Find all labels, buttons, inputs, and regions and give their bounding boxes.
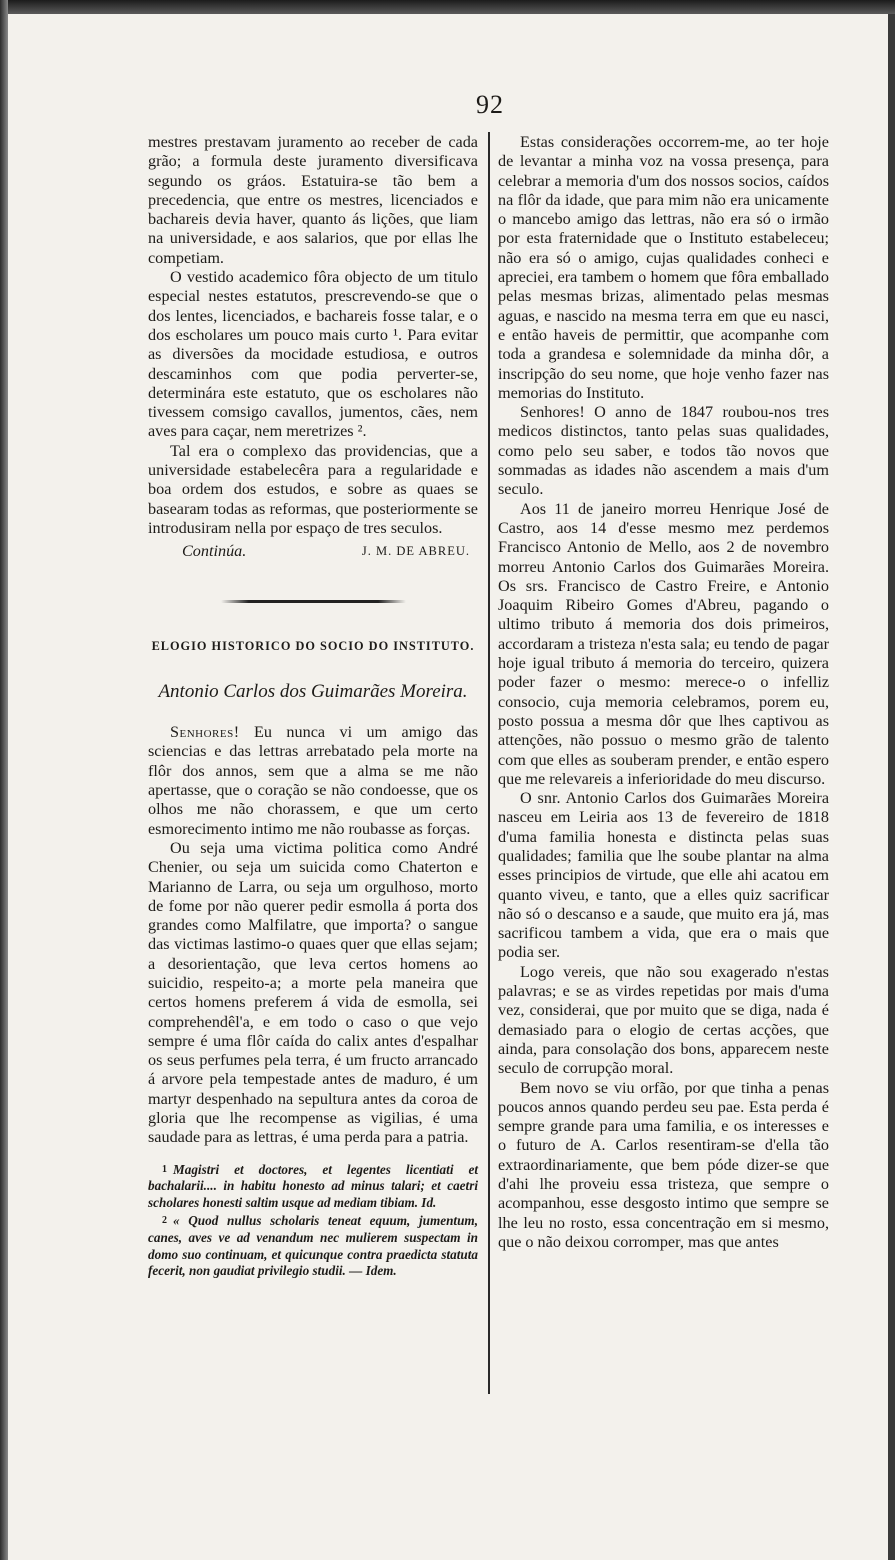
book-gutter-shadow: [0, 0, 8, 1560]
right-column: [498, 133, 829, 1252]
left-paragraph-4-text: Eu nunca vi um amigo das sciencias e das lettras arrebatado pela morte na flôr dos annos, sem que a alma se me não apertasse, que o coração se não condoesse, que os olhos me não chorassem, e que um certo esmorecimento intimo me não roubasse as forças.: [148, 723, 478, 838]
left-column: [148, 133, 478, 1282]
right-paragraph-6: Bem novo se viu orfão, por que tinha a penas poucos annos quando perdeu seu pae. Esta perda é sempre grande para uma familia, e os interesses e o futuro de A. Carlos resentiram-se d'ella tão extraordinariamente, que bem póde dizer-se que d'ahi lhe proveiu essa tristeza, que sempre o acompanhou, esse desgosto intimo que sempre se lhe leu no rosto, essa concentração em si mesmo, que o não deixou corromper, mas que antes: [498, 1078, 829, 1251]
scan-top-edge: [0, 0, 895, 14]
left-paragraph-4: [148, 723, 478, 839]
left-paragraph-5: Ou seja uma victima politica como André Chenier, ou seja um suicida como Chaterton e Marianno de Larra, ou seja um orgulhoso, morto de fome por não querer pedir esmolla á porta dos grandes como Malfilatre, que importa? o sangue das victimas lastimo-o quaes quer que ellas sejam; a desorientação, que leva certos homens ao suicidio, respeito-a; a morte pela maneira que certos homens preferem á vida de esmolla, sei comprehendêl'a, e em todo o caso o que vejo sempre é uma flôr caída do calix antes d'espalhar os seus perfumes pela terra, é um fructo arrancado á arvore pela tempestade antes de maduro, é um martyr despenhado na sepultura antes da coroa de gloria que lhe recompense as vigilias, é uma saudade para as lettras, é uma perda para a patria.: [148, 838, 478, 1147]
right-paragraph-3: Aos 11 de janeiro morreu Henrique José de Castro, aos 14 d'esse mesmo mez perdemos Francisco Antonio de Mello, aos 2 de novembro morreu Antonio Carlos dos Guimarães Moreira. Os srs. Francisco de Castro Freire, e Antonio Joaquim Ribeiro Gomes d'Abreu, pagando o ultimo tributo á memoria dos dois primeiros, accordaram a tristeza n'esta sala; eu tendo de pagar hoje igual tributo á memoria do terceiro, quizera poder fazer o mesmo: merece-o o infelliz consocio, cuja memoria celebramos, porem eu, posto possua a mesma dôr que lhes captivou as attenções, não possuo o mesmo grão de talento com que elles as souberam prender, e então espero que me relevareis a inferioridade do meu discurso.: [498, 499, 829, 788]
footnote-2: [148, 1213, 478, 1279]
section-heading: ELOGIO HISTORICO DO SOCIO DO INSTITUTO.: [151, 638, 475, 653]
continua-label: Continúa.: [182, 542, 247, 561]
section-rule: [221, 600, 406, 603]
right-paragraph-1: Estas considerações occorrem-me, ao ter hoje de levantar a minha voz na vossa presença, para celebrar a memoria d'um dos nossos socios, caídos na flôr da idade, que para mim não era unicamente o mancebo amigo das lettras, não era só o irmão por esta fraternidade que o Instituto estabeleceu; não era só o amigo, cujas qualidades conheci e apreciei, era tambem o homem que fôra emballado pelas mesmas brizas, alimentado pelas mesmas aguas, e nascido na mesma terra em que eu nasci, e então haveis de permittir, que acompanhe com toda a grandesa e solemnidade da minha dôr, a inscripção do seu nome, que hoje venho fazer nas memorias do Instituto.: [498, 133, 829, 402]
right-paragraph-4: O snr. Antonio Carlos dos Guimarães Moreira nasceu em Leiria aos 13 de fevereiro de 1818 d'uma familia honesta e distincta pelas suas qualidades; familia que lhe soube plantar na alma esses principios de virtude, que elle ahi acatou em quanto viveu, e tanto, que a elles quiz sacrificar não só o descanso e a saude, que muito era já, mas sacrificou tambem a vida, que era o mais que podia ser.: [498, 789, 829, 962]
footnote-2-mark: 2: [162, 1215, 167, 1227]
left-paragraph-2: O vestido academico fôra objecto de um titulo especial nestes estatutos, prescrevendo-se que o dos lentes, licenciados, e bachareis fosse talar, e o dos escholares um pouco mais curto ¹. Para evitar as diversões da mocidade estudiosa, e outros descaminhos com que podia perverter-se, determinára este estatuto, que os escholares não tivessem comsigo cavallos, jumentos, cães, nem aves para caçar, nem meretrizes ².: [148, 268, 478, 441]
salutation: Senhores!: [170, 723, 240, 742]
page-number: 92: [476, 90, 504, 119]
footnote-1-mark: 1: [162, 1163, 167, 1175]
left-paragraph-1: mestres prestavam juramento ao receber de cada grão; a formula deste juramento diversificava segundo os gráos. Estatuira-se tão bem a precedencia, que entre os mestres, licenciados e bachareis devia haver, quanto ás lições, que liam na universidade, e aos salarios, que por ellas lhe competiam.: [148, 133, 478, 267]
footnote-2-text: « Quod nullus scholaris teneat equum, jumentum, canes, aves ve ad venandum nec mulierem suspectam in domo suo continuam, et quicunque contra praedicta statuta fecerit, non gaudiat privilegio studii. — Idem.: [148, 1213, 478, 1279]
signature-line: [148, 542, 478, 561]
left-paragraph-3: Tal era o complexo das providencias, que a universidade estabelecêra para a regularidade e boa ordem dos estudos, e sobre as quaes se basearam todas as reformas, que posteriormente se introdusiram nella por espaço de tres seculos.: [148, 441, 478, 537]
footnote-1-text: Magistri et doctores, et legentes licentiati et bachalarii.... in habitu honesto ad minus talari; et caetri scholares honesti saltim usque ad mediam tibiam. Id.: [148, 1161, 478, 1210]
author-signature: J. M. DE ABREU.: [361, 544, 470, 559]
right-paragraph-5: Logo vereis, que não sou exagerado n'estas palavras; e se as virdes repetidas por mais d'uma vez, considerai, que por muito que se diga, nada é demasiado para o elogio de certas acções, que ainda, para consolação dos bons, apparecem neste seculo de corrupção moral.: [498, 962, 829, 1078]
footnotes: [148, 1162, 478, 1280]
eulogy-subject: Antonio Carlos dos Guimarães Moreira.: [158, 680, 468, 702]
column-divider: [488, 132, 490, 1394]
right-paragraph-2: Senhores! O anno de 1847 roubou-nos tres medicos distinctos, tanto pelas suas qualidades, como pelo seu saber, e todos tão novos que sommadas as idades não ascendem a mais d'um seculo.: [498, 403, 829, 499]
footnote-1: [148, 1162, 478, 1212]
